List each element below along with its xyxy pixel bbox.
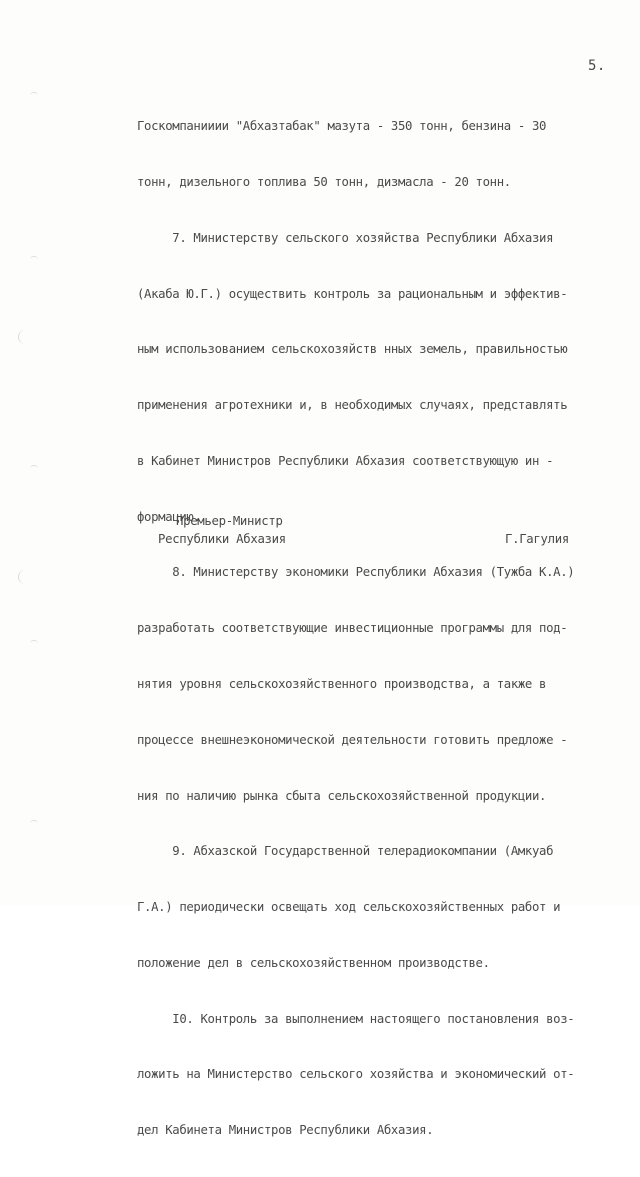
body-line: ным использованием сельскохозяйств нных земель, правильностью (137, 342, 568, 357)
signature-title-line1: Премьер-Министр (176, 514, 283, 528)
body-line: в Кабинет Министров Республики Абхазия соответствующую ин - (137, 453, 554, 468)
body-line: тонн, дизельного топлива 50 тонн, дизмасла - 20 тонн. (137, 174, 511, 189)
body-line: формацию. (137, 509, 201, 524)
body-line: процессе внешнеэкономической деятельности готовить предложе - (137, 732, 568, 747)
binder-mark (30, 820, 38, 827)
signature-title (158, 512, 286, 548)
body-line: 7. Министерству сельского хозяйства Республики Абхазия (137, 230, 554, 245)
document-body (137, 80, 617, 1177)
body-line: дел Кабинета Министров Республики Абхазия. (137, 1123, 434, 1138)
punch-hole-mark (18, 330, 33, 344)
body-line: нятия уровня сельскохозяйственного производства, а также в (137, 677, 547, 691)
body-line: ложить на Министерство сельского хозяйства и экономический от- (137, 1067, 575, 1082)
binder-mark (30, 465, 38, 472)
body-line: Г.А.) периодически освещать ход сельскохозяйственных работ и (137, 900, 561, 915)
body-line: применения агротехники и, в необходимых случаях, представлять (137, 398, 568, 413)
body-line: 8. Министерству экономики Республики Абхазия (Тужба К.А.) (137, 565, 575, 580)
body-line: ния по наличию рынка сбыта сельскохозяйственной продукции. (137, 788, 547, 803)
body-line: 9. Абхазской Государственной телерадиокомпании (Амкуаб (137, 844, 554, 859)
binder-mark (30, 256, 38, 263)
body-line: положение дел в сельскохозяйственном производстве. (137, 955, 490, 970)
page-number: 5. (588, 58, 606, 74)
signature-title-line2: Республики Абхазия (158, 532, 286, 546)
binder-mark (30, 640, 38, 647)
body-line: Госкомпанииии "Абхазтабак" мазута - 350 тонн, бензина - 30 (137, 119, 547, 134)
body-line: I0. Контроль за выполнением настоящего постановления воз- (137, 1011, 575, 1026)
body-line: (Акаба Ю.Г.) осуществить контроль за рациональным и эффектив- (137, 286, 568, 301)
body-line: разработать соответствующие инвестиционные программы для под- (137, 621, 568, 636)
punch-hole-mark (18, 570, 33, 584)
signatory-name: Г.Гагулия (505, 532, 569, 546)
binder-mark (30, 92, 38, 99)
